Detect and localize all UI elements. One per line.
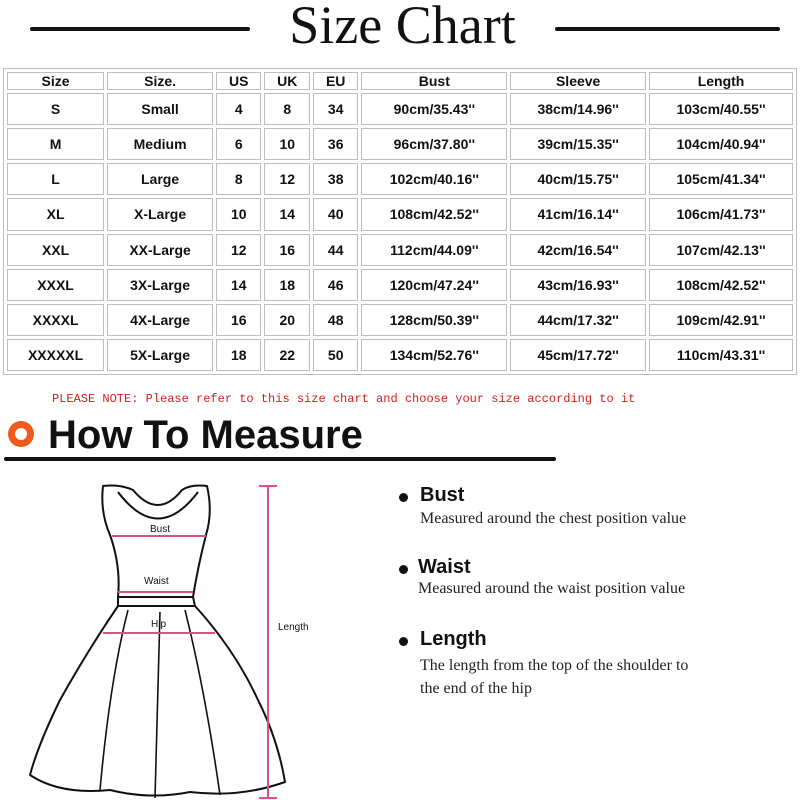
table-cell: 107cm/42.13'' — [649, 234, 793, 266]
dress-waistband — [118, 597, 195, 606]
bust-heading: Bust — [420, 484, 465, 506]
table-cell: XX-Large — [107, 234, 213, 266]
measure-title: How To Measure — [48, 413, 363, 457]
length-heading: Length — [420, 628, 487, 650]
table-cell: 43cm/16.93'' — [510, 269, 646, 301]
dress-fold — [100, 610, 128, 790]
size-table-body — [7, 93, 793, 371]
table-cell: 44 — [313, 234, 358, 266]
table-cell: 134cm/52.76'' — [361, 339, 507, 371]
column-header: Size. — [107, 72, 213, 90]
table-cell: 108cm/42.52'' — [649, 269, 793, 301]
page-title: Size Chart — [289, 0, 516, 55]
table-row — [7, 128, 793, 160]
table-cell: 36 — [313, 128, 358, 160]
table-header-row — [7, 72, 793, 90]
table-cell: 34 — [313, 93, 358, 125]
table-cell: 109cm/42.91'' — [649, 304, 793, 336]
length-description-line: the end of the hip — [420, 680, 532, 697]
column-header: Size — [7, 72, 104, 90]
size-table — [3, 68, 797, 375]
column-header: Bust — [361, 72, 507, 90]
table-cell: 22 — [264, 339, 309, 371]
table-cell: 104cm/40.94'' — [649, 128, 793, 160]
dress-fold — [185, 610, 220, 795]
table-cell: XXL — [7, 234, 104, 266]
table-cell: XXXL — [7, 269, 104, 301]
table-cell: 120cm/47.24'' — [361, 269, 507, 301]
bust-description: Measured around the chest position value — [420, 510, 687, 527]
table-cell: 16 — [264, 234, 309, 266]
bust-diagram-label: Bust — [150, 524, 171, 535]
table-cell: XXXXXL — [7, 339, 104, 371]
table-cell: 8 — [216, 163, 261, 195]
bullet-icon — [399, 493, 408, 502]
table-row — [7, 163, 793, 195]
table-cell: Medium — [107, 128, 213, 160]
table-cell: 50 — [313, 339, 358, 371]
bullet-icon — [399, 565, 408, 574]
table-cell: 38 — [313, 163, 358, 195]
table-cell: Large — [107, 163, 213, 195]
column-header: UK — [264, 72, 309, 90]
size-note: PLEASE NOTE: Please refer to this size chart and choose your size according to it — [52, 392, 636, 406]
table-cell: 5X-Large — [107, 339, 213, 371]
waist-heading: Waist — [418, 556, 471, 578]
measure-underline — [4, 457, 556, 461]
table-cell: 44cm/17.32'' — [510, 304, 646, 336]
column-header: Sleeve — [510, 72, 646, 90]
table-cell: 39cm/15.35'' — [510, 128, 646, 160]
table-cell: 6 — [216, 128, 261, 160]
table-row — [7, 234, 793, 266]
table-cell: 12 — [216, 234, 261, 266]
column-header: US — [216, 72, 261, 90]
table-cell: 12 — [264, 163, 309, 195]
table-cell: 42cm/16.54'' — [510, 234, 646, 266]
table-row — [7, 269, 793, 301]
table-cell: 110cm/43.31'' — [649, 339, 793, 371]
table-cell: 102cm/40.16'' — [361, 163, 507, 195]
waist-description: Measured around the waist position value — [418, 580, 686, 597]
table-cell: 106cm/41.73'' — [649, 198, 793, 230]
table-cell: 14 — [216, 269, 261, 301]
table-cell: 96cm/37.80'' — [361, 128, 507, 160]
table-cell: Small — [107, 93, 213, 125]
table-cell: 128cm/50.39'' — [361, 304, 507, 336]
table-cell: 3X-Large — [107, 269, 213, 301]
table-cell: 18 — [264, 269, 309, 301]
table-cell: 90cm/35.43'' — [361, 93, 507, 125]
table-cell: XXXXL — [7, 304, 104, 336]
table-cell: 112cm/44.09'' — [361, 234, 507, 266]
table-row — [7, 198, 793, 230]
table-cell: 8 — [264, 93, 309, 125]
length-description-line: The length from the top of the shoulder to — [420, 657, 689, 674]
length-diagram-label: Length — [278, 622, 309, 633]
table-cell: 38cm/14.96'' — [510, 93, 646, 125]
column-header: EU — [313, 72, 358, 90]
table-cell: 10 — [216, 198, 261, 230]
table-cell: S — [7, 93, 104, 125]
table-cell: 108cm/42.52'' — [361, 198, 507, 230]
table-row — [7, 93, 793, 125]
table-cell: M — [7, 128, 104, 160]
table-row — [7, 339, 793, 371]
table-cell: 48 — [313, 304, 358, 336]
bullet-icon — [399, 637, 408, 646]
table-cell: 45cm/17.72'' — [510, 339, 646, 371]
table-cell: 103cm/40.55'' — [649, 93, 793, 125]
title-rule-left — [30, 27, 250, 31]
table-cell: 40cm/15.75'' — [510, 163, 646, 195]
table-cell: 16 — [216, 304, 261, 336]
column-header: Length — [649, 72, 793, 90]
table-cell: X-Large — [107, 198, 213, 230]
table-cell: 10 — [264, 128, 309, 160]
table-row — [7, 304, 793, 336]
table-cell: 4X-Large — [107, 304, 213, 336]
title-rule-right — [555, 27, 780, 31]
table-cell: 41cm/16.14'' — [510, 198, 646, 230]
dress-fold — [155, 612, 160, 798]
table-cell: 40 — [313, 198, 358, 230]
table-cell: 105cm/41.34'' — [649, 163, 793, 195]
table-cell: 46 — [313, 269, 358, 301]
circle-bullet-icon — [8, 421, 34, 447]
hip-diagram-label: Hip — [151, 619, 167, 630]
dress-diagram — [0, 470, 330, 800]
table-cell: 20 — [264, 304, 309, 336]
table-cell: 4 — [216, 93, 261, 125]
table-cell: XL — [7, 198, 104, 230]
table-cell: 14 — [264, 198, 309, 230]
table-cell: 18 — [216, 339, 261, 371]
waist-diagram-label: Waist — [144, 576, 169, 587]
size-chart-header — [0, 0, 800, 58]
table-cell: L — [7, 163, 104, 195]
